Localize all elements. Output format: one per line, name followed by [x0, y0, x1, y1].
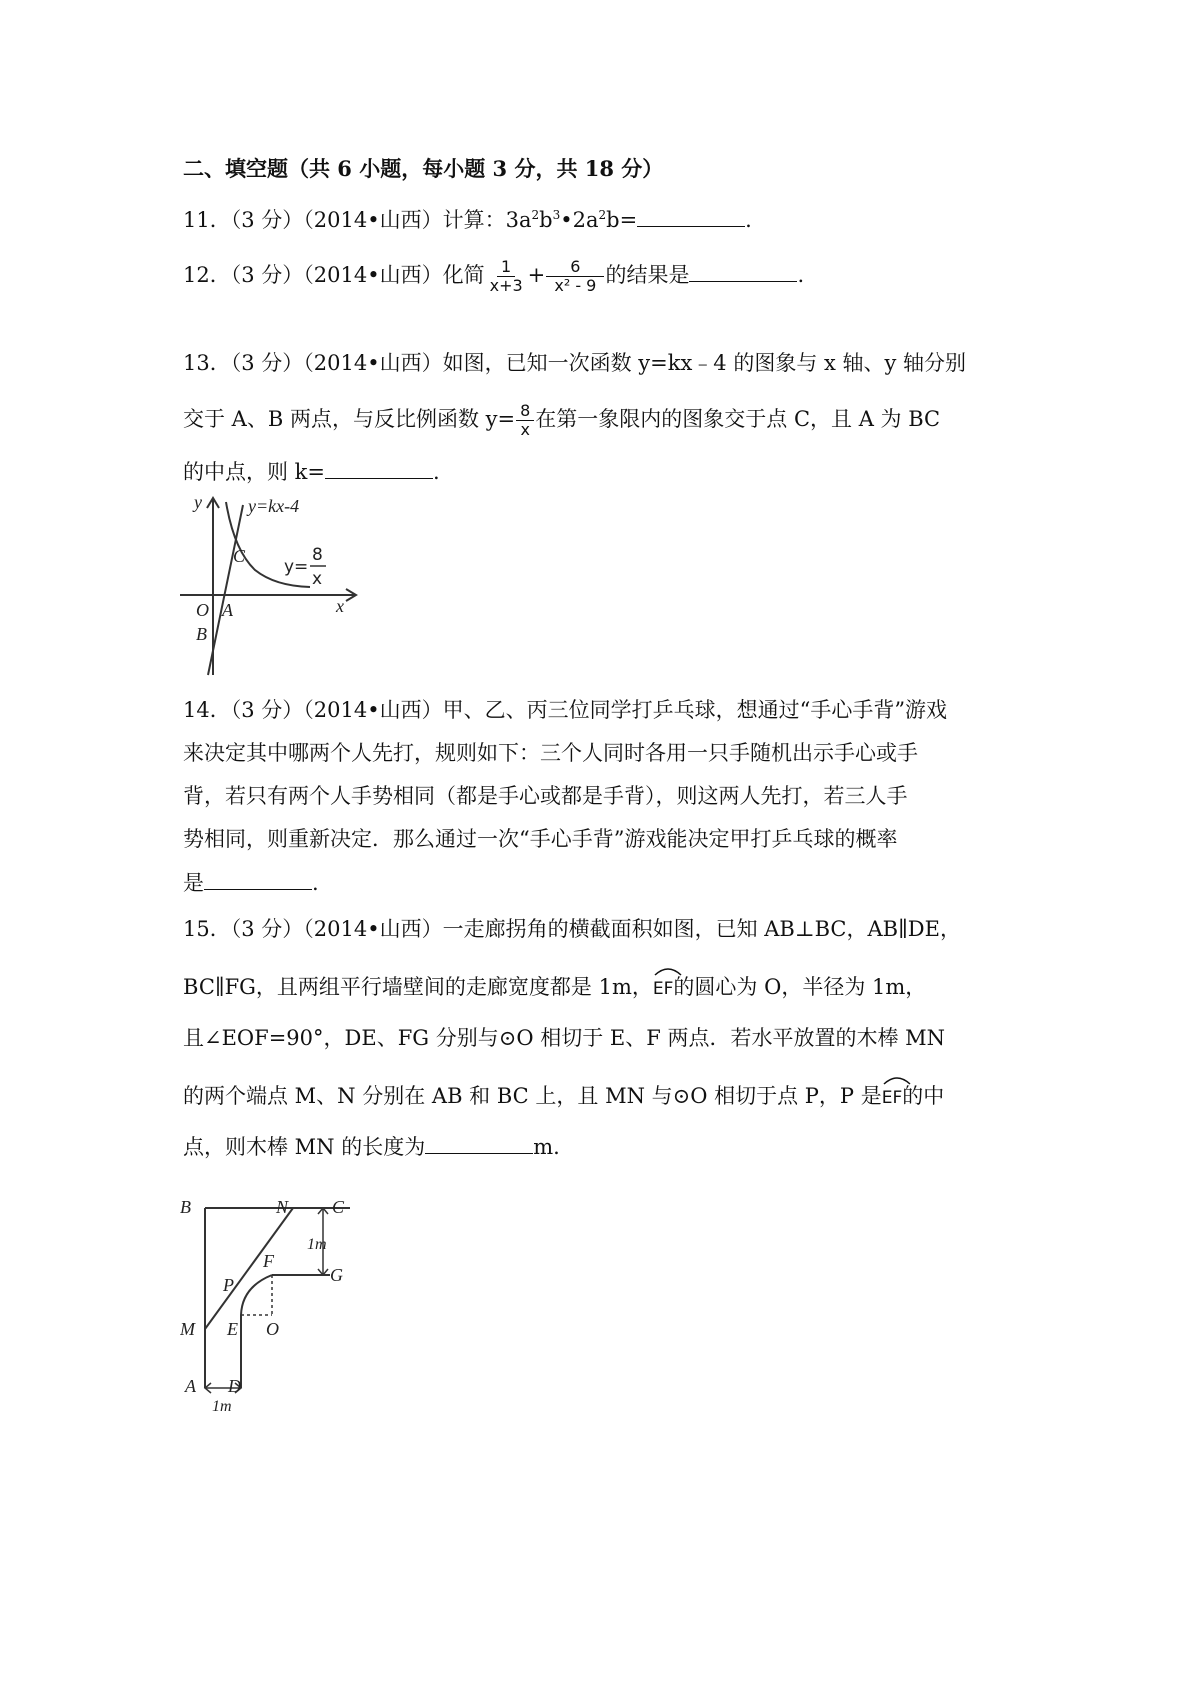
q15-line4-b: 的中 [902, 1084, 945, 1108]
question-13-line-1: 13．（3 分）（2014•山西）如图，已知一次函数 y=kx﹣4 的图象与 x 轴、y 轴分别 [183, 351, 967, 375]
fraction-1-over-x-plus-3 [486, 258, 527, 295]
frac-numerator: 1 [497, 258, 515, 277]
q12-end: . [797, 263, 805, 287]
frac-denominator: x² - 9 [554, 276, 597, 295]
label-hyperbola-num: 8 [312, 545, 323, 565]
q13-line2-b: 在第一象限内的图象交于点 C，且 A 为 BC [535, 407, 941, 431]
frac-numerator: 8 [516, 402, 534, 421]
question-13-line-2 [183, 402, 940, 439]
q11-exp2: 3 [552, 208, 561, 222]
question-15-line-3: 且∠EOF=90°，DE、FG 分别与⊙O 相切于 E、F 两点．若水平放置的木棒 MN [183, 1026, 946, 1050]
label-g: G [330, 1265, 343, 1285]
figure-line-hyperbola [180, 490, 360, 680]
label-1m-horizontal: 1m [212, 1398, 232, 1415]
figure-corridor-corner [180, 1195, 380, 1415]
label-a: A [222, 600, 233, 620]
label-b: B [180, 1197, 191, 1217]
q11-2a: •2a [560, 208, 599, 232]
q13-line2-a: 交于 A、B 两点，与反比例函数 y= [183, 407, 516, 431]
answer-blank-11[interactable] [637, 204, 745, 227]
label-n: N [276, 1197, 289, 1217]
arc-label: EF [881, 1088, 903, 1108]
label-hyperbola-den: x [312, 569, 323, 589]
section-title: 二、填空题（共 6 小题，每小题 3 分，共 18 分） [183, 156, 664, 181]
answer-blank-12[interactable] [689, 259, 797, 282]
q12-plus: + [527, 263, 546, 287]
question-14-line-1: 14．（3 分）（2014•山西）甲、乙、丙三位同学打乒乓球，想通过“手心手背”游戏 [183, 698, 948, 722]
label-hyperbola-lhs: y= [284, 557, 309, 577]
q14-end: . [312, 871, 319, 895]
question-14-line-4: 势相同，则重新决定．那么通过一次“手心手背”游戏能决定甲打乒乓球的概率 [183, 827, 898, 851]
label-b: B [196, 624, 207, 644]
label-o: O [266, 1319, 279, 1339]
fraction-8-over-x [516, 402, 534, 439]
label-a: A [185, 1376, 196, 1396]
q11-end: . [745, 208, 752, 232]
question-13-line-3 [183, 456, 440, 487]
label-c: C [332, 1197, 345, 1217]
label-1m-vertical: 1m [307, 1236, 327, 1253]
label-y: y [194, 492, 202, 512]
q11-exp1: 2 [531, 208, 540, 222]
arc-ef [241, 1275, 272, 1315]
question-15-line-4 [183, 1077, 944, 1113]
frac-denominator: x [520, 420, 530, 439]
answer-blank-13[interactable] [325, 456, 433, 479]
label-p: P [223, 1275, 234, 1295]
question-14-line-3: 背，若只有两个人手势相同（都是手心或都是手背），则这两人先打，若三人手 [183, 784, 908, 808]
label-e: E [227, 1319, 238, 1339]
label-c: C [233, 546, 246, 566]
question-14-line-5 [183, 867, 319, 898]
rod-mn [205, 1208, 293, 1329]
q15-line2-a: BC∥FG，且两组平行墙壁间的走廊宽度都是 1m， [183, 975, 653, 999]
q15-end: m. [533, 1135, 560, 1159]
label-o: O [196, 600, 209, 620]
label-m: M [180, 1319, 195, 1339]
q11-exp3: 2 [598, 208, 607, 222]
q12-prefix: 12．（3 分）（2014•山西）化简 [183, 263, 485, 287]
arc-ef-symbol-2 [882, 1077, 903, 1113]
answer-blank-14[interactable] [204, 867, 312, 890]
label-line-equation: y=kx-4 [248, 496, 300, 516]
q12-suffix: 的结果是 [605, 263, 690, 287]
q13-end: . [433, 460, 440, 484]
q15-line2-b: 的圆心为 O，半径为 1m， [673, 975, 927, 999]
question-15-line-1: 15．（3 分）（2014•山西）一走廊拐角的横截面积如图，已知 AB⊥BC，AB∥DE， [183, 917, 961, 941]
answer-blank-15[interactable] [425, 1131, 533, 1154]
q13-line3: 的中点，则 k= [183, 460, 325, 484]
arc-ef-symbol [653, 968, 674, 1004]
label-f: F [263, 1251, 274, 1271]
question-14-line-2: 来决定其中哪两个人先打，规则如下：三个人同时各用一只手随机出示手心或手 [183, 741, 918, 765]
frac-denominator: x+3 [489, 276, 523, 295]
q11-b-eq: b= [606, 208, 638, 232]
q14-line5: 是 [183, 871, 204, 895]
q11-b: b [539, 208, 553, 232]
question-15-line-5 [183, 1131, 560, 1162]
question-12 [183, 258, 804, 295]
label-d: D [228, 1376, 241, 1396]
arc-icon [882, 1075, 912, 1085]
label-x: x [336, 596, 344, 616]
arc-label: EF [652, 979, 674, 999]
q15-line5: 点，则木棒 MN 的长度为 [183, 1135, 426, 1159]
frac-numerator: 6 [546, 258, 604, 277]
question-15-line-2 [183, 968, 926, 1004]
arc-icon [653, 966, 683, 976]
q15-line4-a: 的两个端点 M、N 分别在 AB 和 BC 上，且 MN 与⊙O 相切于点 P，P 是 [183, 1084, 882, 1108]
fraction-6-over-x2-minus-9 [546, 258, 604, 295]
question-11 [183, 200, 752, 235]
q11-prefix: 11．（3 分）（2014•山西）计算：3a [183, 208, 532, 232]
